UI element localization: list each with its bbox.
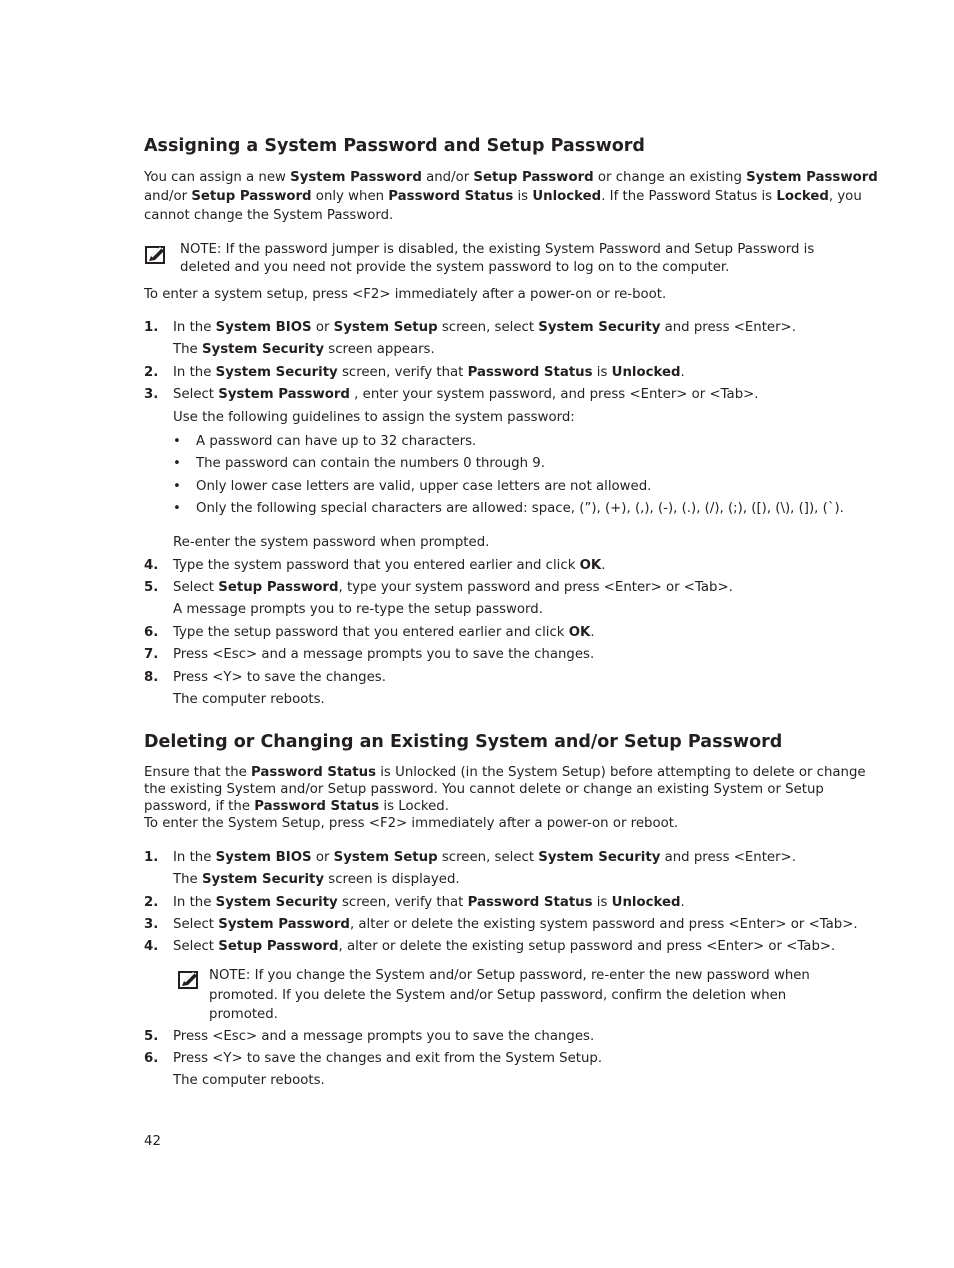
note-pencil-icon xyxy=(145,246,167,264)
step-5-result: A message prompts you to re-type the setup password. xyxy=(173,602,543,617)
enter-setup-text: To enter a system setup, press <F2> immediately after a power-on or re-boot. xyxy=(144,287,667,302)
step-1-result: The System Security screen is displayed. xyxy=(173,872,460,887)
document-page: Assigning a System Password and Setup Password You can assign a new System Password and/or Setup Password or change an existing System Password and/or Setup Password only when Password Status is Unlocked. If the Password Status is Locked, you cannot change the System Password. NOTE: If the password jumper is disabled, the existing System Password and Setup Password is deleted and you need not provide the system password to log on to the computer. To enter a system setup, press <F2> immediately after a power-on or re-boot. 1. In the System BIOS or System Setup screen, select System Security and press <Enter>. The System Security screen appears. 2. In the System Security screen, verify that Password Status is Unlocked. 3. Select System Password , enter your system password, and press <Enter> or <Tab>. Use the following guidelines to assign the system password: • A password can have up to 32 characters. • The password can contain the numbers 0 through 9. • Only lower case letters are valid, upper case letters are not allowed. • Only the following special characters are allowed: space, (”), (+), (,), (-), (.), (/), (;), ([), (\), (]), (`). Re-enter the system password when prompted. 4. Type the system password that you entered earlier and click OK. 5. Select Setup Password, type your system password and press <Enter> or <Tab>. A message prompts you to re-type the setup password. 6. Type the setup password that you entered earlier and click OK. 7. Press <Esc> and a message prompts you to save the changes. 8. Press <Y> to save the changes. The computer reboots. Deleting or Changing an Existing System and/or Setup Password Ensure that the Password Status is Unlocked (in the System Setup) before attempting to delete or change the existing System and/or Setup password. You cannot delete or change an existing System or Setup password, if the Password Status is Locked. To enter the System Setup, press <F2> immediately after a power-on or reboot. 1. In the System BIOS or System Setup screen, select System Security and press <Enter>. The System Security screen is displayed. 2. In the System Security screen, verify that Password Status is Unlocked. 3. Select System Password, alter or delete the existing system password and press <Enter> or <Tab>. 4. Select Setup Password, alter or delete the existing setup password and press <Enter> or <Tab>. NOTE: If you change the System and/or Setup password, re-enter the new password when promoted. If you delete the System and/or Setup password, confirm the deletion when promoted. 5. Press <Esc> and a message prompts you to save the changes. 6. Press <Y> to save the changes and exit from the System Setup. The computer reboots. 42 xyxy=(144,136,878,1149)
step-6-result: The computer reboots. xyxy=(173,1073,325,1088)
section-heading-assign-password: Assigning a System Password and Setup Password xyxy=(144,136,645,156)
section-heading-delete-password: Deleting or Changing an Existing System and/or Setup Password xyxy=(144,732,783,752)
intro-paragraph: You can assign a new System Password and/or Setup Password or change an existing System Password and/or Setup Password only when Password Status is Unlocked. If the Password Status is Locked, you cannot change the System Password. xyxy=(144,170,878,223)
reenter-text: Re-enter the system password when prompted. xyxy=(173,535,490,550)
step-3-guidelines: Use the following guidelines to assign the system password: xyxy=(173,410,575,425)
note-change-password: NOTE: If you change the System and/or Setup password, re-enter the new password when promoted. If you delete the System and/or Setup password, confirm the deletion when promoted. xyxy=(209,968,810,1022)
page-number: 42 xyxy=(144,1134,161,1149)
intro-paragraph-2: Ensure that the Password Status is Unlocked (in the System Setup) before attempting to delete or change the existing System and/or Setup password. You cannot delete or change an existing System or Setup password, if the Password Status is Locked. To enter the System Setup, press <F2> immediately after a power-on or reboot. xyxy=(144,765,866,831)
note-pencil-icon xyxy=(178,971,200,989)
step-1-result: The System Security screen appears. xyxy=(173,342,435,357)
note-jumper: NOTE: If the password jumper is disabled, the existing System Password and Setup Password is deleted and you need not provide the system password to log on to the computer. xyxy=(180,242,815,275)
step-8-result: The computer reboots. xyxy=(173,692,325,707)
